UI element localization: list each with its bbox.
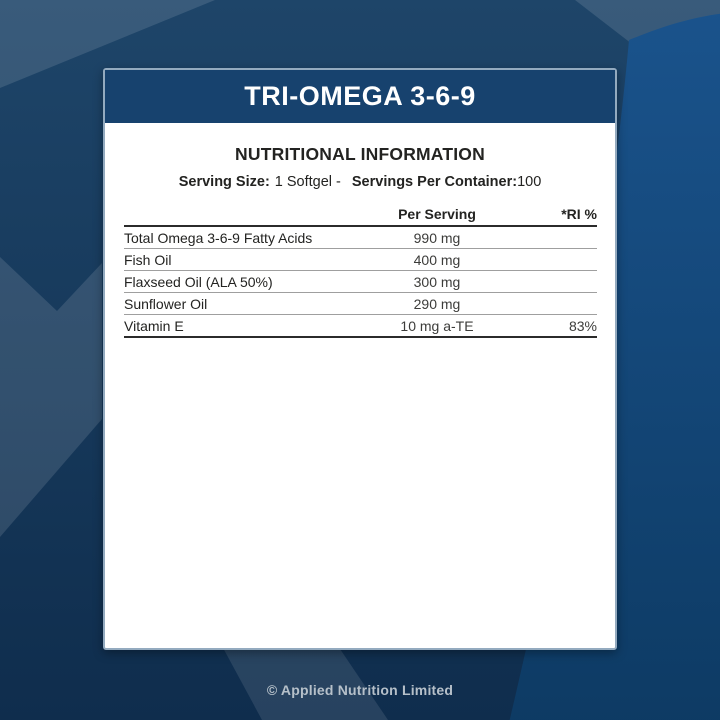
table-row (124, 315, 597, 338)
card-header (105, 70, 615, 123)
nutrient-name: Total Omega 3-6-9 Fatty Acids (124, 229, 313, 246)
table-row (124, 271, 597, 293)
section-title: NUTRITIONAL INFORMATION (235, 144, 485, 164)
column-header-ri: *RI % (561, 206, 597, 222)
nutrient-amount: 400 mg (413, 251, 461, 268)
product-title: TRI-OMEGA 3-6-9 (244, 81, 476, 111)
nutrient-amount: 290 mg (413, 295, 461, 312)
nutrient-amount: 10 mg a-TE (400, 317, 474, 334)
table-header-row (124, 203, 597, 227)
nutrient-ri: 83% (568, 317, 597, 334)
nutrient-name: Sunflower Oil (124, 295, 208, 312)
column-header-per-serving: Per Serving (398, 206, 476, 222)
table-row (124, 293, 597, 315)
nutrient-name: Fish Oil (124, 251, 172, 268)
card-body (105, 144, 615, 338)
servings-per-container-label: Servings Per Container: (351, 174, 518, 190)
nutrient-name: Flaxseed Oil (ALA 50%) (124, 273, 273, 290)
copyright-text: © Applied Nutrition Limited (266, 682, 454, 698)
nutrition-table (124, 203, 597, 338)
serving-size-label: Serving Size: (178, 174, 270, 190)
serving-info (105, 174, 615, 190)
nutrient-name: Vitamin E (124, 317, 184, 334)
nutrition-label-card (103, 68, 617, 650)
serving-size-value: 1 Softgel - (274, 174, 341, 190)
table-row (124, 227, 597, 249)
nutrient-amount: 990 mg (413, 229, 461, 246)
servings-per-container-value: 100 (517, 174, 542, 190)
table-row (124, 249, 597, 271)
nutrient-amount: 300 mg (413, 273, 461, 290)
